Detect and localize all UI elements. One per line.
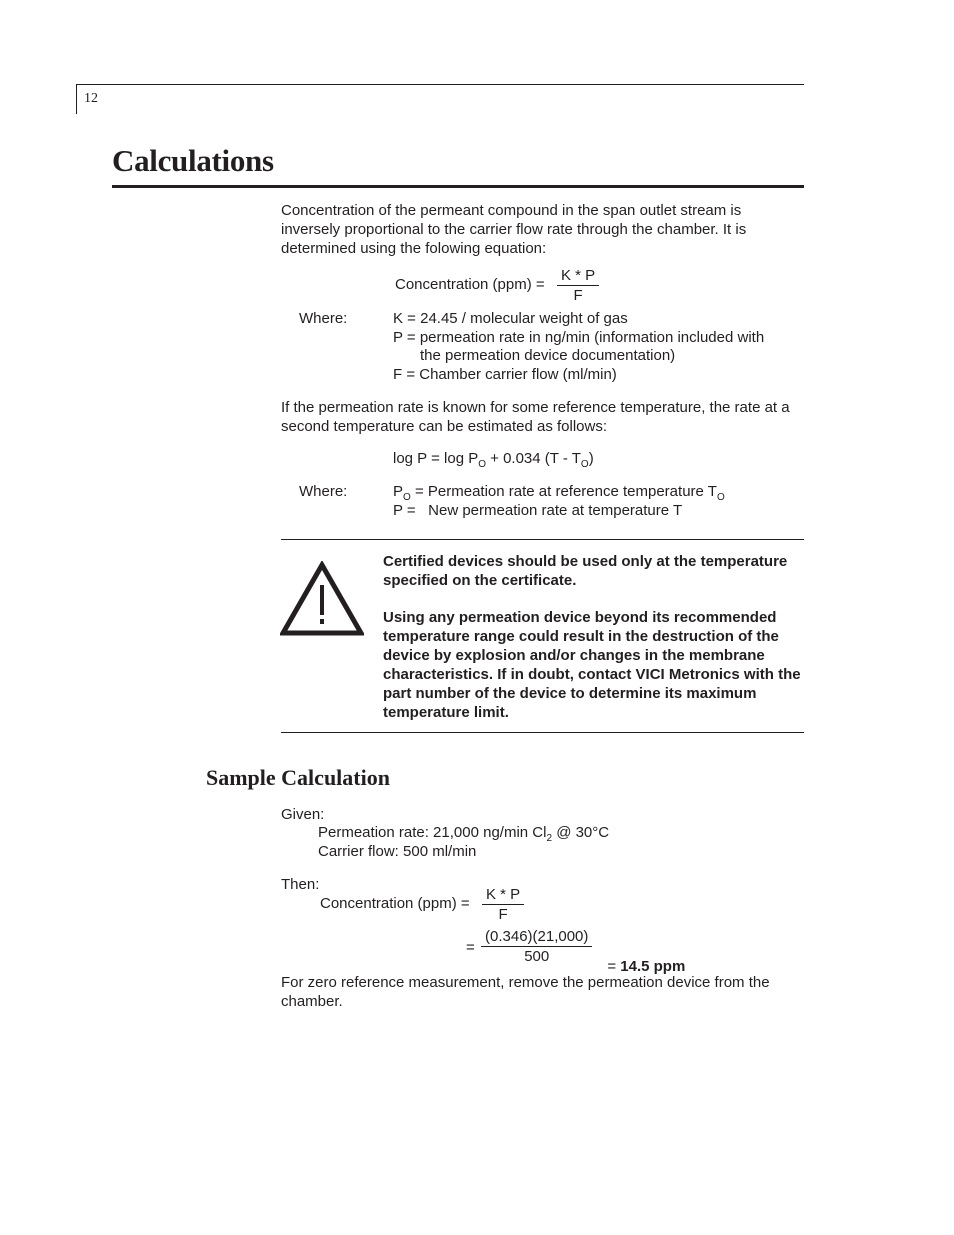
result-bold: 14.5 ppm xyxy=(620,958,686,975)
log-eq-sub1: O xyxy=(478,459,486,470)
equation-lhs: Concentration (ppm) = xyxy=(395,276,545,293)
log-eq-part1: log P = log P xyxy=(393,450,479,467)
definition-k: K = 24.45 / molecular weight of gas xyxy=(393,310,628,327)
po-sub: O xyxy=(403,492,411,503)
log-eq-sub2: O xyxy=(580,459,589,470)
warning-text-2: Using any permeation device beyond its recommended temperature range could result in the destruction of the device by explosion and/or changes in the membrane characteristics. If in doubt, contact VICI Metronics with the part number of the device to determine its maximum temperature limit. xyxy=(383,609,801,721)
given-flow: Carrier flow: 500 ml/min xyxy=(318,843,477,860)
sample-numerator: K * P xyxy=(482,886,524,905)
result-numerator: (0.346)(21,000) xyxy=(481,928,592,947)
definition-p: P = permeation rate in ng/min (information included with xyxy=(393,329,765,346)
fraction-denominator: F xyxy=(573,287,583,304)
given-label: Given: xyxy=(281,806,325,823)
section-title: Sample Calculation xyxy=(206,765,390,790)
log-eq-part3: ) xyxy=(588,450,594,467)
warning-bottom-rule xyxy=(281,732,804,733)
log-eq-part2: + 0.034 (T - T xyxy=(485,450,581,467)
result-prefix: = xyxy=(607,958,621,975)
sample-denominator: F xyxy=(498,906,508,923)
sample-equation-lhs: Concentration (ppm) = xyxy=(320,895,470,912)
po-text: = Permeation rate at reference temperature T xyxy=(410,483,717,500)
intro-paragraph: Concentration of the permeant compound in the span outlet stream is inversely proportional to the carrier flow rate through the chamber. It is determined using the folowing equation: xyxy=(281,202,747,257)
page-title: Calculations xyxy=(112,143,274,178)
where-label: Where: xyxy=(299,310,348,327)
page-number: 12 xyxy=(84,91,98,106)
to-sub: O xyxy=(716,492,725,503)
sample-equation-fraction xyxy=(482,886,524,923)
warning-triangle-icon xyxy=(280,561,364,642)
result-value xyxy=(599,938,685,976)
then-label: Then: xyxy=(281,876,320,893)
definition-p-continued: the permeation device documentation) xyxy=(420,347,676,364)
rate-sub: 2 xyxy=(546,833,553,844)
po-symbol: P xyxy=(393,483,404,500)
fraction-numerator: K * P xyxy=(557,267,599,286)
log-equation xyxy=(393,449,594,468)
definition-p-new: P = New permeation rate at temperature T xyxy=(393,502,683,519)
result-fraction xyxy=(481,928,592,965)
given-rate xyxy=(318,823,609,842)
title-underline xyxy=(112,185,804,188)
rate-text: Permeation rate: 21,000 ng/min Cl xyxy=(318,824,547,841)
where-label-2: Where: xyxy=(299,483,348,500)
header-rule xyxy=(76,84,804,85)
warning-text-1: Certified devices should be used only at the temperature specified on the certificate. xyxy=(383,553,788,589)
result-denominator: 500 xyxy=(524,948,550,965)
rate-temp: @ 30°C xyxy=(552,824,610,841)
rate-paragraph: If the permeation rate is known for some reference temperature, the rate at a second temperature can be estimated as follows: xyxy=(281,399,790,435)
warning-top-rule xyxy=(281,539,804,540)
closing-paragraph: For zero reference measurement, remove the permeation device from the chamber. xyxy=(281,974,770,1010)
equation-fraction xyxy=(557,267,599,304)
header-margin-rule xyxy=(76,84,77,114)
definition-po xyxy=(393,482,725,501)
definition-f: F = Chamber carrier flow (ml/min) xyxy=(393,366,617,383)
result-equals: = xyxy=(466,939,475,956)
